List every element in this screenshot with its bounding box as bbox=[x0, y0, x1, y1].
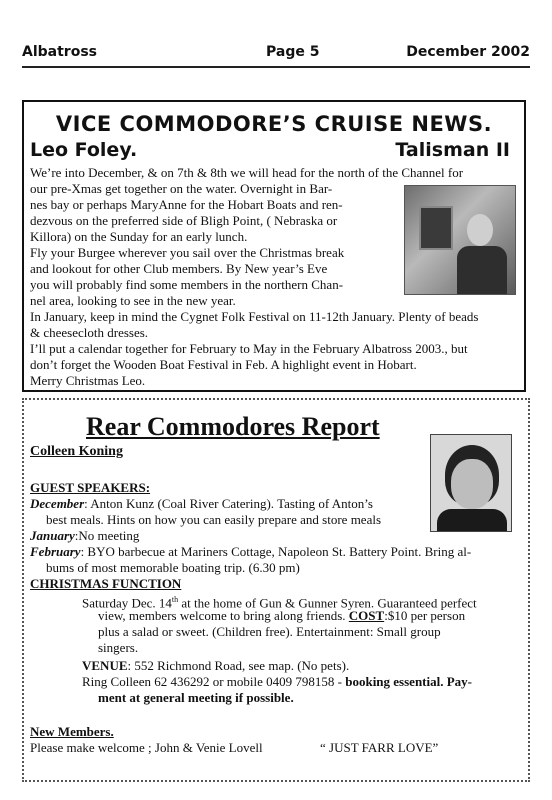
february-label: February bbox=[30, 544, 81, 559]
february-line bbox=[30, 544, 471, 560]
vice-line: don’t forget the Wooden Boat Festival in Feb. A highlight event in Hobart. bbox=[30, 357, 417, 372]
guest-speakers-heading: GUEST SPEAKERS: bbox=[30, 480, 151, 495]
december-label: December bbox=[30, 496, 85, 511]
january-text: :No meeting bbox=[74, 528, 140, 543]
cost-value: :$10 per person bbox=[384, 608, 466, 623]
vice-line: and lookout for other Club members. By New year’s Eve bbox=[30, 261, 328, 276]
christmas-line-3: plus a salad or sweet. (Children free). Entertainment: Small group bbox=[98, 624, 441, 639]
christmas-host: at the home of Gun & Gunner Syren. Guaranteed perfect bbox=[178, 595, 477, 611]
new-members-heading: New Members. bbox=[30, 724, 114, 739]
date-suffix: th bbox=[171, 595, 179, 604]
booking-note: booking essential. Pay- bbox=[345, 674, 472, 689]
quote-text: “ JUST FARR LOVE” bbox=[320, 740, 439, 755]
vice-line: nes bay or perhaps MaryAnne for the Hobart Boats and ren- bbox=[30, 197, 343, 212]
rear-author: Colleen Koning bbox=[30, 444, 123, 459]
christmas-function-heading: CHRISTMAS FUNCTION bbox=[30, 576, 182, 591]
rear-title: Rear Commodores Report bbox=[86, 412, 380, 441]
december-text: : Anton Kunz (Coal River Catering). Tasting of Anton’s bbox=[84, 496, 373, 511]
vice-line: Fly your Burgee wherever you sail over the Christmas break bbox=[30, 245, 345, 260]
vice-commodore-photo bbox=[404, 185, 516, 295]
payment-note: ment at general meeting if possible. bbox=[98, 690, 294, 705]
vice-line: our pre-Xmas get together on the water. Overnight in Bar- bbox=[30, 181, 333, 196]
february-text: : BYO barbecue at Mariners Cottage, Napoleon St. Battery Point. Bring al- bbox=[80, 544, 472, 559]
venue-line bbox=[82, 658, 349, 674]
rear-commodore-photo bbox=[430, 434, 512, 532]
vice-boat: Talisman II bbox=[395, 139, 510, 161]
publication-name: Albatross bbox=[22, 44, 97, 60]
vice-line: Killora) on the Sunday for an early lunch. bbox=[30, 229, 248, 244]
vice-author: Leo Foley. bbox=[30, 139, 138, 161]
vice-byline bbox=[30, 139, 510, 163]
january-label: January bbox=[30, 528, 75, 543]
venue-text: : 552 Richmond Road, see map. (No pets). bbox=[127, 658, 350, 673]
ring-text: Ring Colleen 62 436292 or mobile 0409 798158 - bbox=[82, 674, 346, 689]
christmas-view: view, members welcome to bring along friends. bbox=[98, 608, 349, 623]
page-header bbox=[22, 44, 530, 68]
vice-line: I’ll put a calendar together for February to May in the February Albatross 2003., but bbox=[30, 341, 468, 356]
vice-line: dezvous on the preferred side of Bligh Point, ( Nebraska or bbox=[30, 213, 338, 228]
rear-commodore-section bbox=[22, 398, 530, 782]
issue-date: December 2002 bbox=[406, 44, 530, 60]
february-line-2: bums of most memorable boating trip. (6.30 pm) bbox=[46, 560, 300, 575]
vice-line: We’re into December, & on 7th & 8th we will head for the north of the Channel for bbox=[30, 165, 464, 180]
christmas-line-4: singers. bbox=[98, 640, 139, 655]
december-line bbox=[30, 496, 373, 512]
vice-line: Merry Christmas Leo. bbox=[30, 373, 146, 388]
vice-line: nel area, looking to see in the new year. bbox=[30, 293, 236, 308]
vice-line: you will probably find some members in the northern Chan- bbox=[30, 277, 344, 292]
new-members-text: Please make welcome ; John & Venie Lovell bbox=[30, 740, 263, 755]
christmas-line-2 bbox=[98, 608, 465, 624]
christmas-date: Saturday Dec. 14 bbox=[82, 595, 172, 611]
venue-label: VENUE bbox=[82, 658, 128, 673]
header-rule bbox=[22, 66, 530, 68]
january-line bbox=[30, 528, 139, 544]
vice-commodore-section bbox=[22, 100, 526, 392]
cost-label: COST bbox=[348, 608, 385, 623]
december-line-2: best meals. Hints on how you can easily prepare and store meals bbox=[46, 512, 382, 527]
ring-line bbox=[82, 674, 472, 690]
vice-title: VICE COMMODORE’S CRUISE NEWS. bbox=[55, 112, 493, 136]
vice-line: & cheesecloth dresses. bbox=[30, 325, 149, 340]
vice-line: In January, keep in mind the Cygnet Folk Festival on 11-12th January. Plenty of beads bbox=[30, 309, 479, 324]
page-number: Page 5 bbox=[266, 44, 320, 60]
